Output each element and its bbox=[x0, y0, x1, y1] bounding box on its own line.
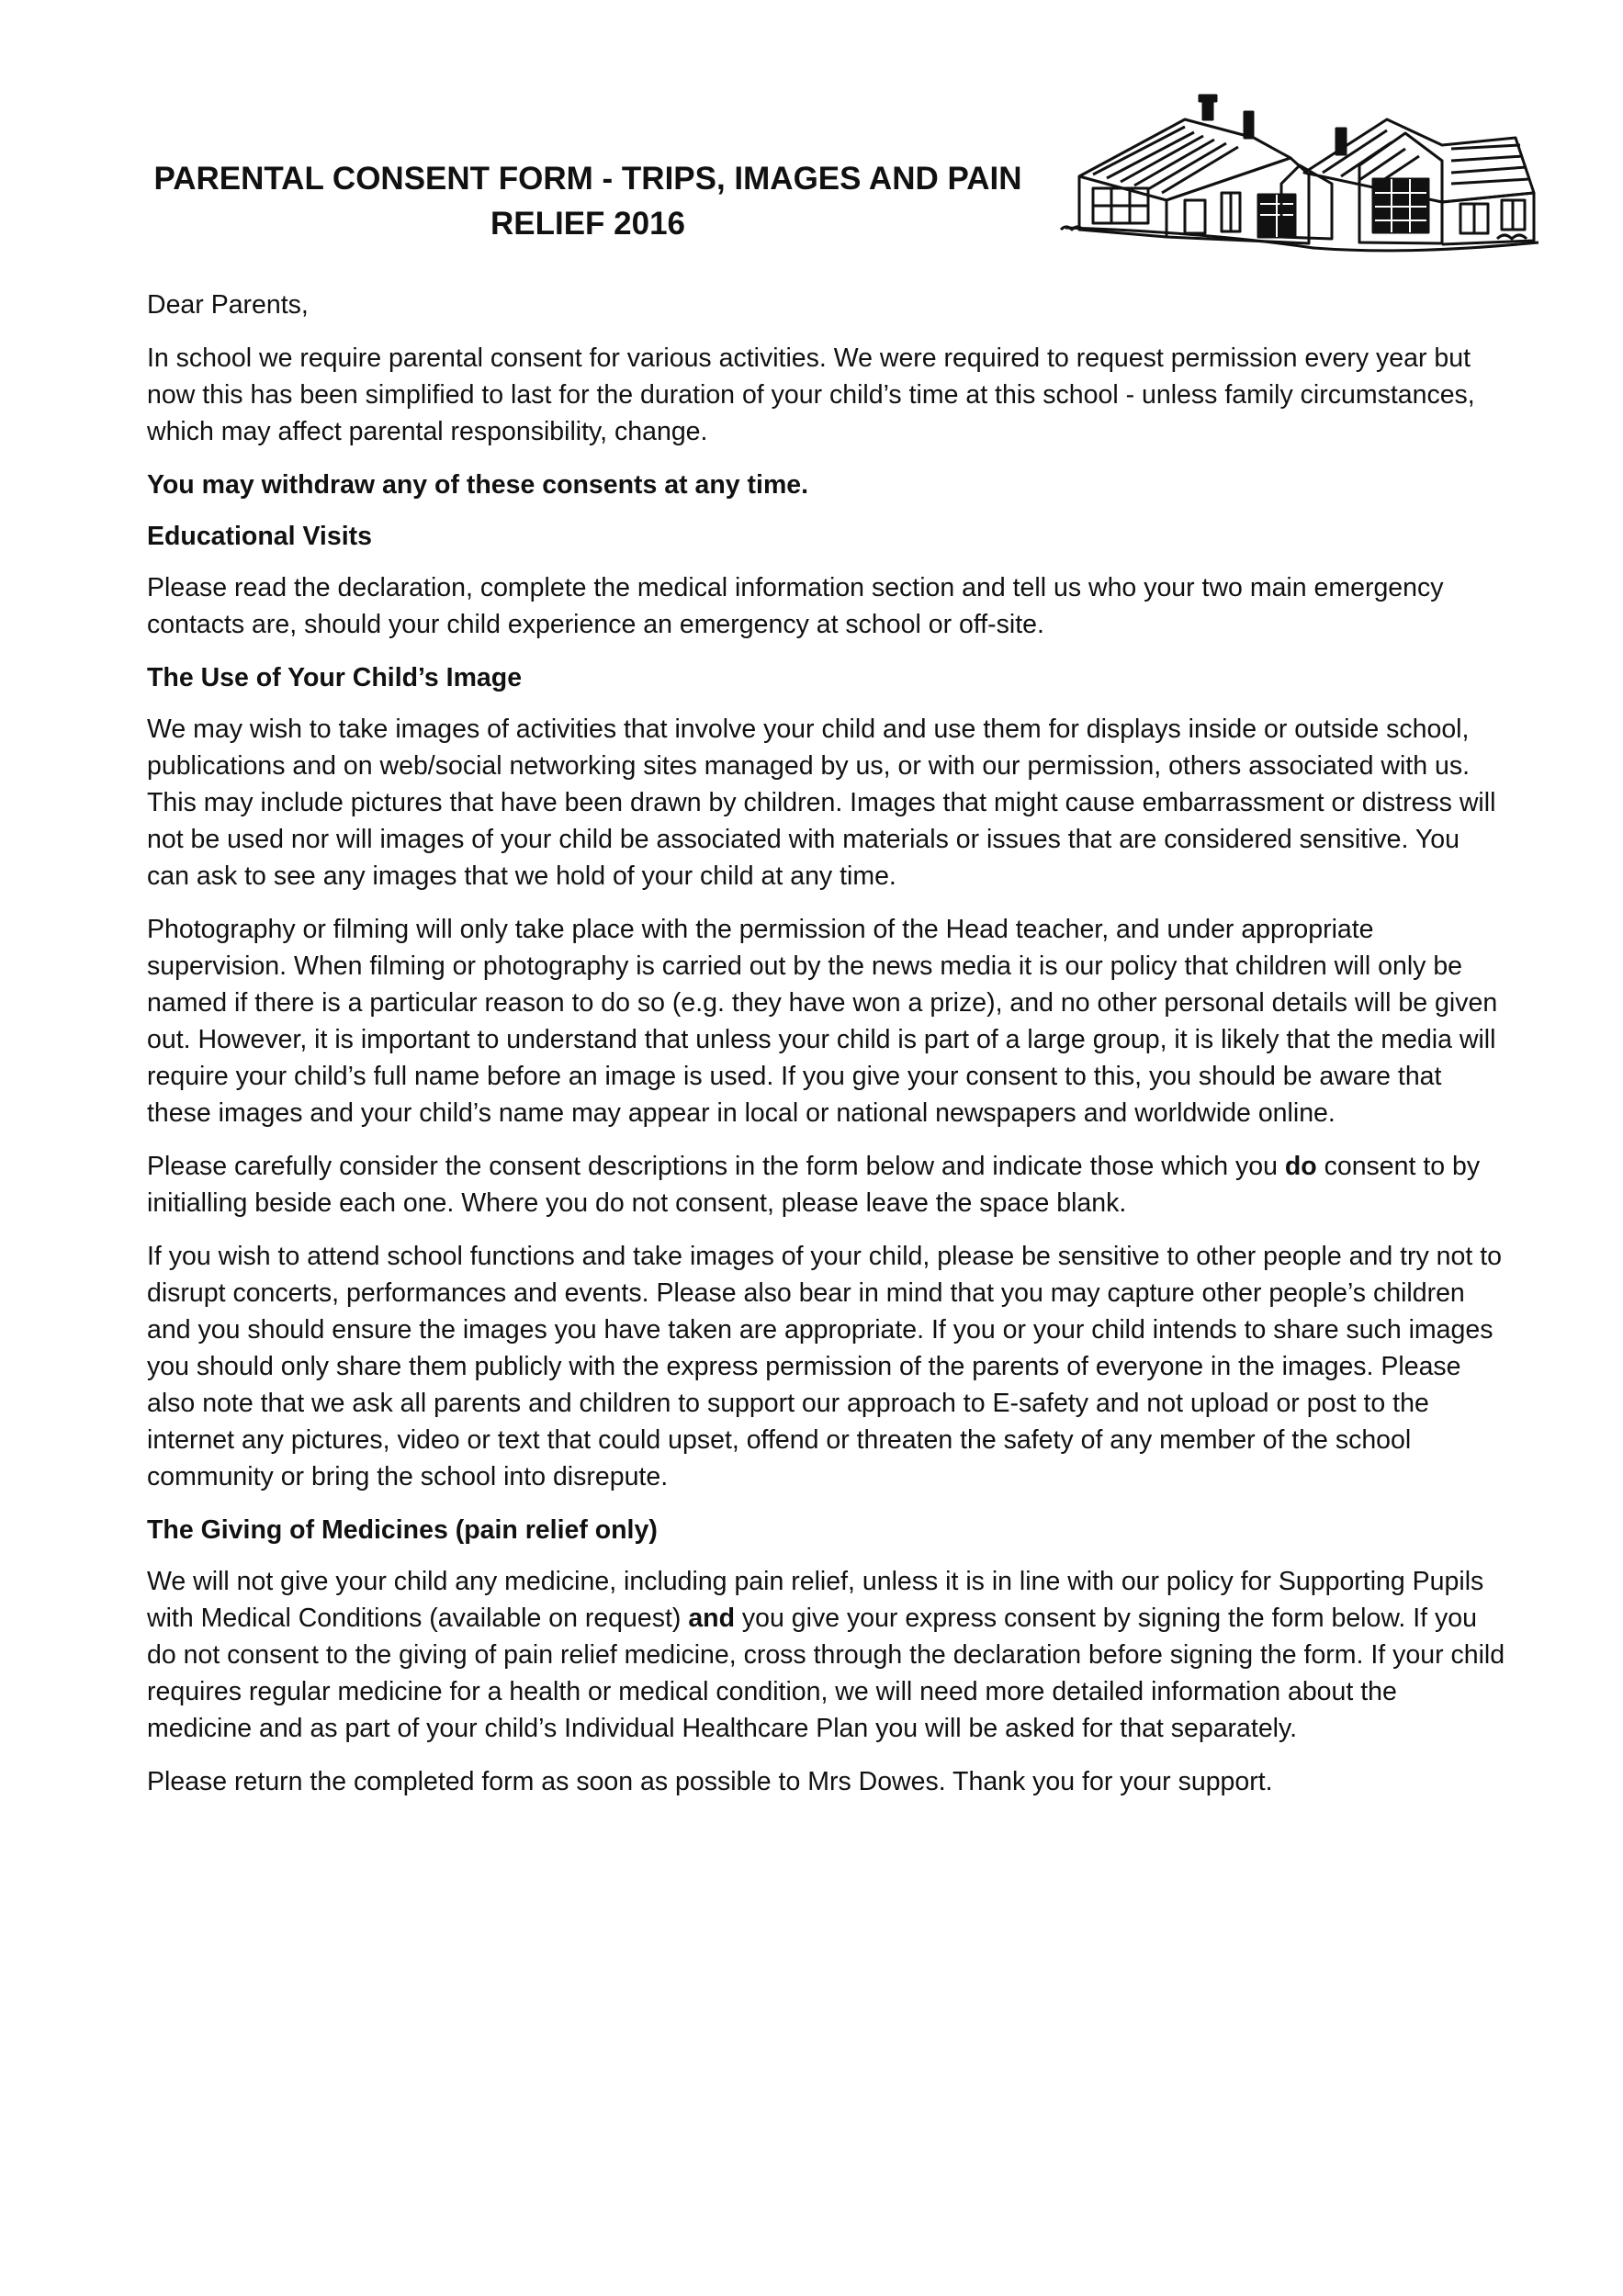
greeting: Dear Parents, bbox=[147, 290, 309, 320]
school-building-icon bbox=[1056, 92, 1543, 266]
para3-text-after: consent to by initialling beside each one. Where you do not consent, please leave the space blank. bbox=[147, 1152, 1481, 1218]
para3-bold-do: do bbox=[1284, 1152, 1317, 1181]
medicines-bold-and: and bbox=[688, 1604, 735, 1633]
intro-paragraph: In school we require parental consent for various activities. We were required to request permission every year but now this has been simplified to last for the duration of your child’s time at this school - unless family circumstances, which may affect parental responsibility, change. bbox=[147, 343, 1475, 446]
child-image-paragraph-4: If you wish to attend school functions and take images of your child, please be sensitive to other people and try not to disrupt concerts, performances and events. Please also bear in mind that you may capture other people’s children and you should ensure the images you have taken are appropriate. If you or your child intends to share such images you should only share them publicly with the express permission of the parents of everyone in the images. Please also note that we ask all parents and children to support our approach to E-safety and not upload or post to the internet any pictures, video or text that could upset, offend or threaten the safety of any member of the school community or bring the school into disrepute. bbox=[147, 1242, 1502, 1491]
child-image-paragraph-1: We may wish to take images of activities that involve your child and use them for displays inside or outside school, publications and on web/social networking sites managed by us, or with our permission, others associated with us. This may include pictures that have been drawn by children. Images that might cause embarrassment or distress will not be used nor will images of your child be associated with materials or issues that are considered sensitive. You can ask to see any images that we hold of your child at any time. bbox=[147, 715, 1496, 891]
child-image-heading: The Use of Your Child’s Image bbox=[147, 663, 523, 692]
para3-text-before: Please carefully consider the consent descriptions in the form below and indicate those which you bbox=[147, 1152, 1285, 1181]
educational-visits-heading: Educational Visits bbox=[147, 522, 372, 551]
medicines-heading: The Giving of Medicines (pain relief only) bbox=[147, 1515, 658, 1545]
medicines-text-before: We will not give your child any medicine, including pain relief, unless it is in line with our policy for Supporting Pupils with Medical Conditions (available on request) bbox=[147, 1567, 1484, 1633]
letter-body bbox=[147, 287, 1506, 1817]
child-image-paragraph-3 bbox=[147, 1148, 1506, 1221]
closing-paragraph: Please return the completed form as soon as possible to Mrs Dowes. Thank you for your support. bbox=[147, 1767, 1273, 1796]
child-image-paragraph-2: Photography or filming will only take place with the permission of the Head teacher, and under appropriate supervision. When filming or photography is carried out by the news media it is our policy that children will only be named if there is a particular reason to do so (e.g. they have won a prize), and no other personal details will be given out. However, it is important to understand that unless your child is part of a large group, it is likely that the media will require your child’s full name before an image is used. If you give your consent to this, you should be aware that these images and your child’s name may appear in local or national newspapers and worldwide online. bbox=[147, 915, 1498, 1128]
withdraw-note: You may withdraw any of these consents at any time. bbox=[147, 470, 809, 500]
medicines-paragraph bbox=[147, 1563, 1506, 1747]
educational-visits-paragraph: Please read the declaration, complete the medical information section and tell us who your two main emergency contacts are, should your child experience an emergency at school or off-site. bbox=[147, 573, 1444, 639]
page-title bbox=[129, 156, 1047, 246]
medicines-text-after: you give your express consent by signing the form below. If you do not consent to the giving of pain relief medicine, cross through the declaration before signing the form. If your child requires regular medicine for a health or medical condition, we will need more detailed information about the medicine and as part of your child’s Individual Healthcare Plan you will be asked for that separately. bbox=[147, 1604, 1505, 1743]
title-line-2: RELIEF 2016 bbox=[490, 206, 686, 242]
title-line-1: PARENTAL CONSENT FORM - TRIPS, IMAGES AND PAIN bbox=[153, 161, 1022, 197]
